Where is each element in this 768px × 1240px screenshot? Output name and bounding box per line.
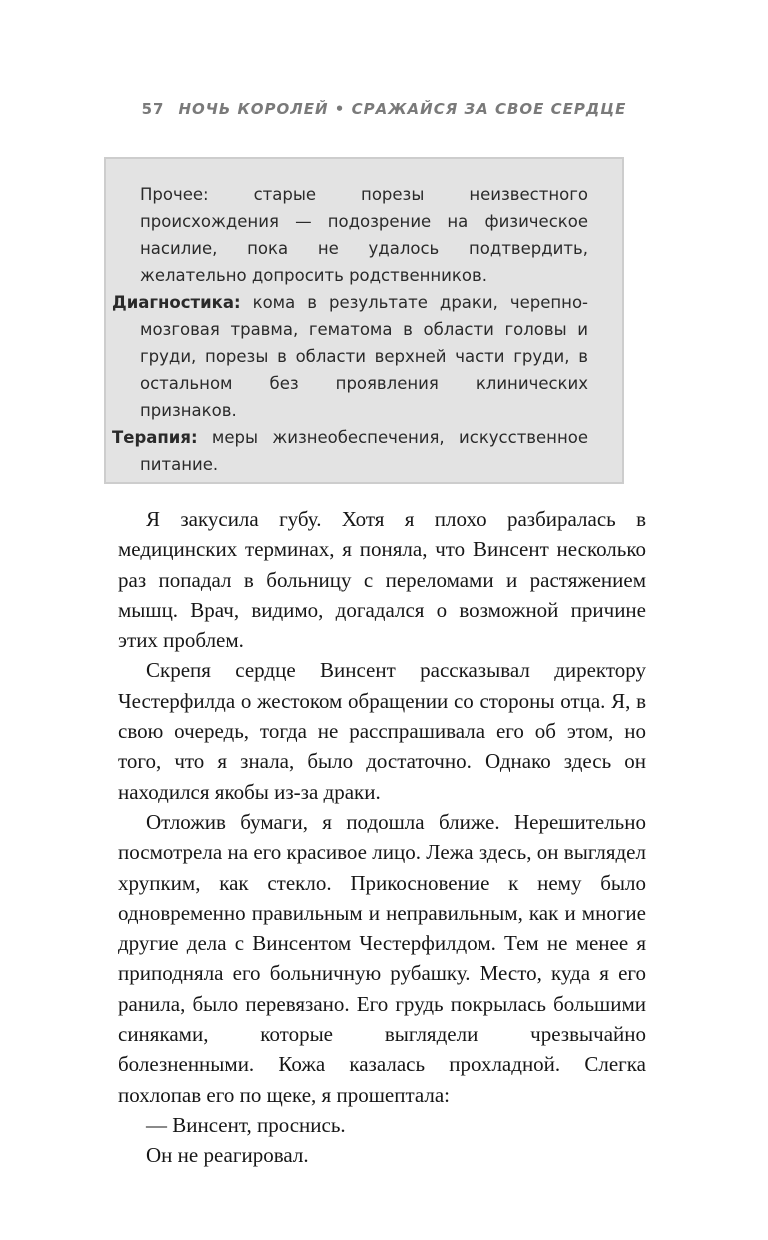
diagnosis-label: Диагностика:	[112, 293, 241, 312]
running-head	[0, 100, 768, 118]
dialogue-line: — Винсент, проснись.	[146, 1112, 346, 1137]
paragraph: Отложив бумаги, я подошла ближе. Нерешительно посмотрела на его красивое лицо. Лежа здесь, он выглядел хрупким, как стекло. Прикосновение к нему было одновременно правильным и неправильным, как и многие другие дела с Винсентом Честерфилдом. Тем не менее я приподняла его больничную рубашку. Место, куда я его ранила, было перевязано. Его грудь покрылась большими синяками, которые выглядели чрезвычайно болезненными. Кожа казалась прохладной. Слегка похлопав его по щеке, я прошептала:	[118, 809, 646, 1107]
medical-record-content	[112, 181, 588, 478]
medical-record-box	[104, 157, 624, 484]
record-therapy	[112, 424, 588, 478]
diagnosis-text: кома в результате драки, черепно-мозговая травма, гематома в области головы и груди, порезы в области верхней части груди, в остальном без проявления клинических признаков.	[140, 293, 588, 420]
record-diagnosis	[112, 289, 588, 424]
page-number: 57	[141, 100, 165, 118]
paragraph: Я закусила губу. Хотя я плохо разбиралась в медицинских терминах, я поняла, что Винсент несколько раз попадал в больницу с переломами и растяжением мышц. Врач, видимо, догадался о возможной причине этих проблем.	[118, 507, 646, 653]
therapy-text: меры жизнеобеспечения, искусственное питание.	[140, 428, 588, 474]
paragraph: Он не реагировал.	[146, 1143, 309, 1168]
body-text	[118, 504, 646, 1171]
paragraph: Скрепя сердце Винсент рассказывал директору Честерфилда о жестоком обращении со стороны отца. Я, в свою очередь, тогда не расспрашивала его об этом, но того, что я знала, было достаточно. Однако здесь он находился якобы из-за драки.	[118, 658, 646, 804]
book-title: НОЧЬ КОРОЛЕЙ • СРАЖАЙСЯ ЗА СВОЕ СЕРДЦЕ	[178, 100, 627, 118]
therapy-label: Терапия:	[112, 428, 198, 447]
record-other: Прочее: старые порезы неизвестного происхождения — подозрение на физическое насилие, пока не удалось подтвердить, желательно допросить родственников.	[140, 185, 588, 285]
